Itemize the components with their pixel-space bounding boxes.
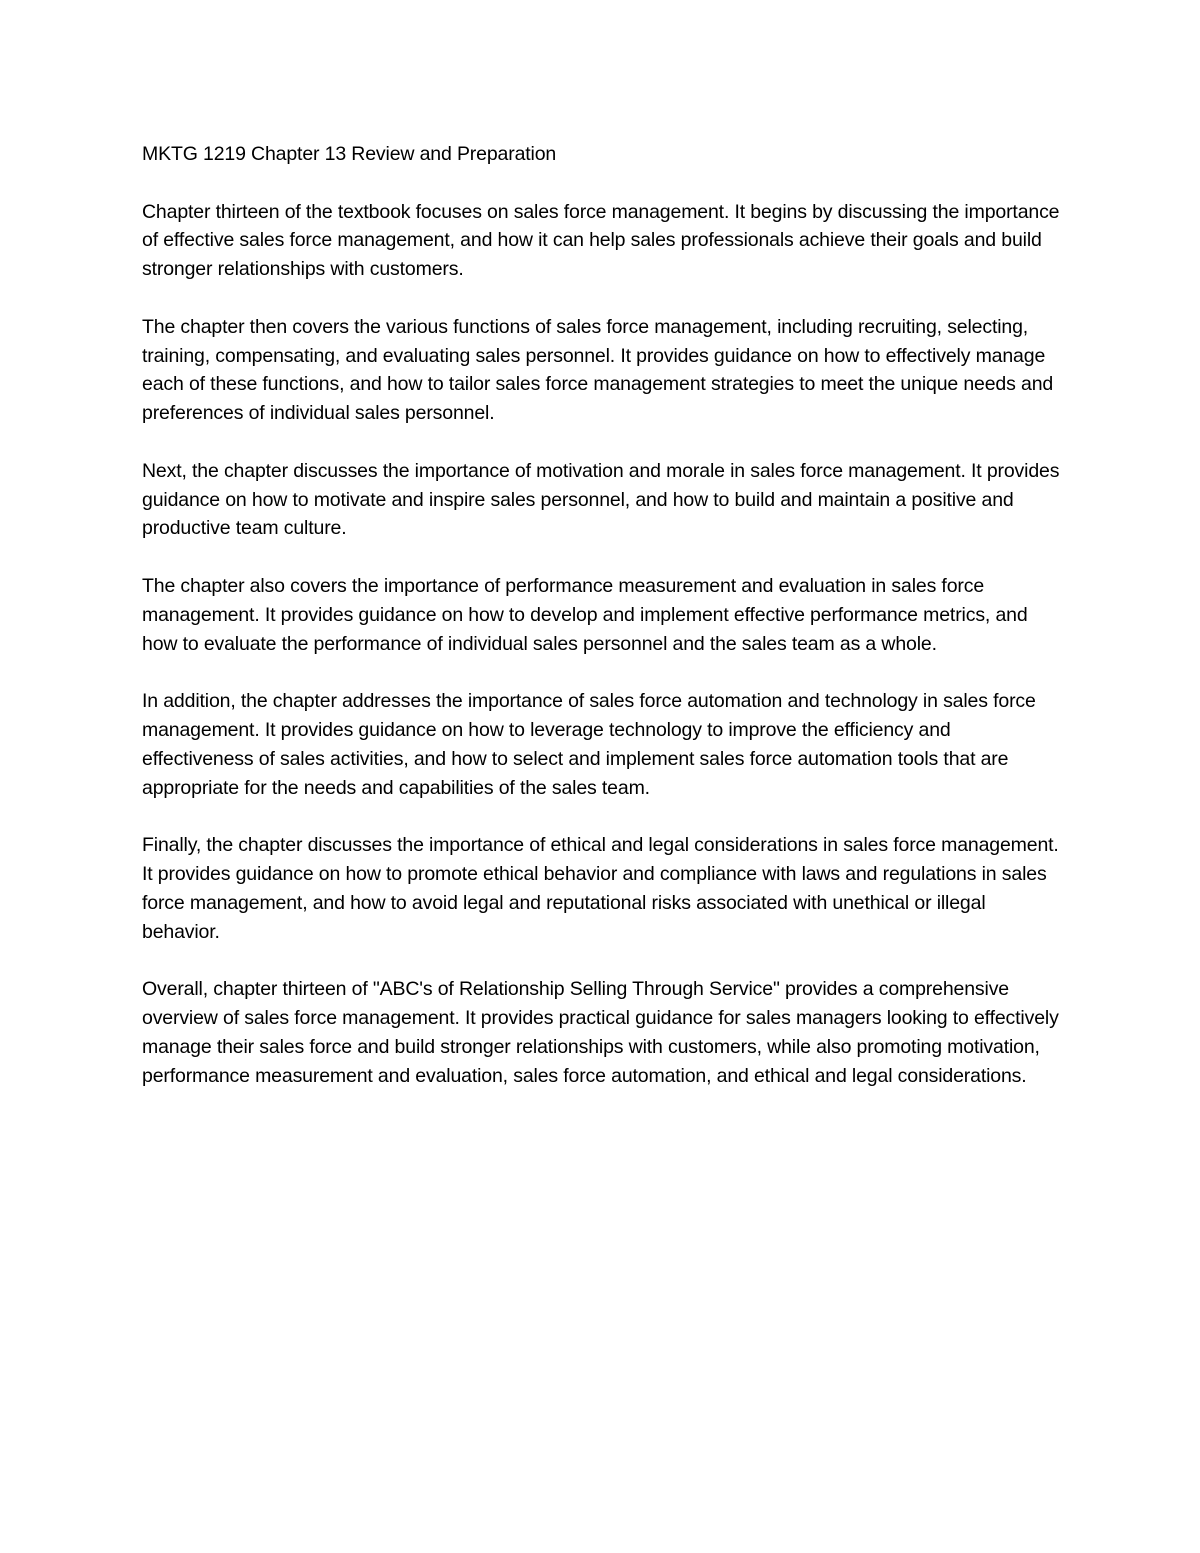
paragraph-performance: The chapter also covers the importance of performance measurement and evaluation in sales force management. It provides guidance on how to develop and implement effective performance metrics, and how to evaluate the performance of individual sales personnel and the sales team as a whole.: [142, 574, 1028, 655]
paragraph-functions: The chapter then covers the various functions of sales force management, including recruiting, selecting, training, compensating, and evaluating sales personnel. It provides guidance on how to effectively manage each of these functions, and how to tailor sales force management strategies to meet the unique needs and preferences of individual sales personnel.: [142, 315, 1054, 425]
paragraph-intro: Chapter thirteen of the textbook focuses on sales force management. It begins by discussing the importance of effective sales force management, and how it can help sales professionals achieve their goals and build stronger relationships with customers.: [142, 200, 1060, 281]
paragraph-motivation: Next, the chapter discusses the importance of motivation and morale in sales force management. It provides guidance on how to motivate and inspire sales personnel, and how to build and maintain a positive and productive team culture.: [142, 459, 1060, 540]
document-title: MKTG 1219 Chapter 13 Review and Preparation: [142, 143, 557, 165]
paragraph-overall: Overall, chapter thirteen of "ABC's of Relationship Selling Through Service" provides a comprehensive overview of sales force management. It provides practical guidance for sales managers looking to effectively manage their sales force and build stronger relationships with customers, while also promoting motivation, performance measurement and evaluation, sales force automation, and ethical and legal considerations.: [142, 978, 1059, 1087]
paragraph-ethics: Finally, the chapter discusses the importance of ethical and legal considerations in sales force management. It provides guidance on how to promote ethical behavior and compliance with laws and regulations in sales force management, and how to avoid legal and reputational risks associated with unethical or illegal behavior.: [142, 834, 1059, 943]
paragraph-automation: In addition, the chapter addresses the importance of sales force automation and technology in sales force management. It provides guidance on how to leverage technology to improve the efficiency and effectiveness of sales activities, and how to select and implement sales force automation tools that are appropriate for the needs and capabilities of the sales team.: [142, 690, 1036, 799]
document-page: [142, 140, 1062, 1119]
